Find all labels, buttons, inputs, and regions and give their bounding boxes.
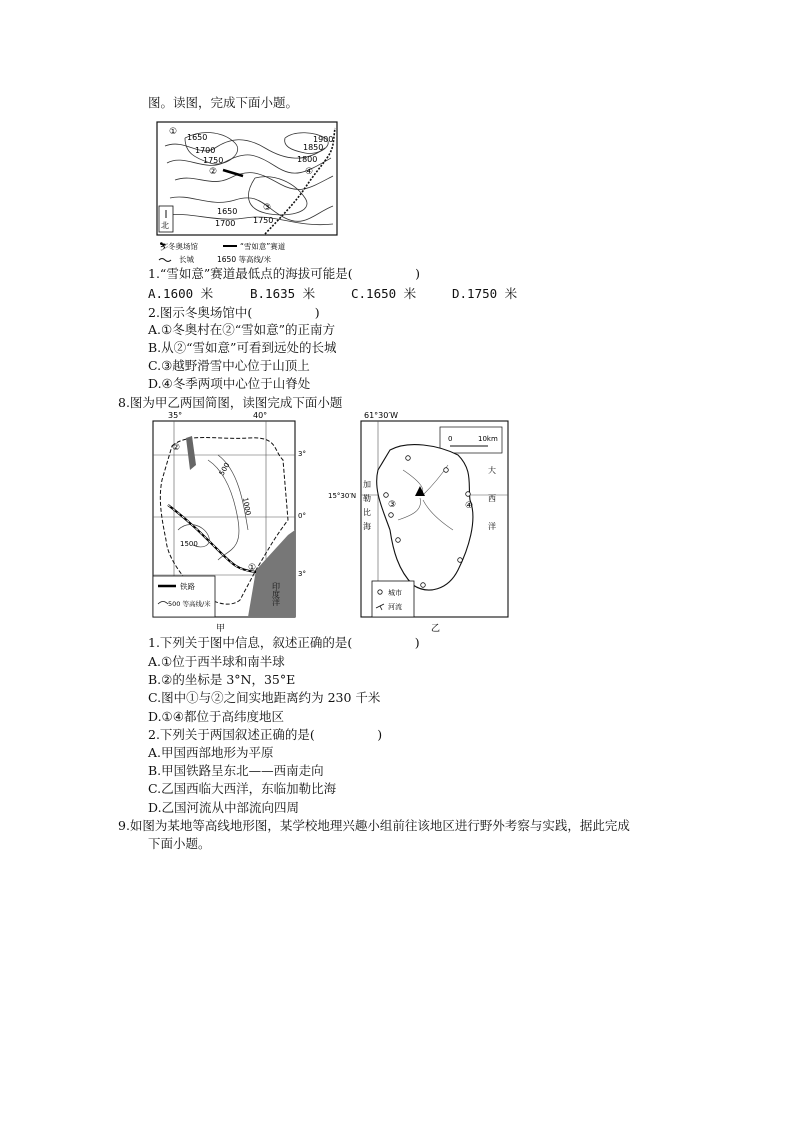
option-d[interactable]: D.乙国河流从中部流向四周 [148, 800, 300, 815]
contour-label: 1700 [215, 219, 236, 228]
lon-label: 40° [253, 411, 268, 420]
option-c[interactable]: C.图中①与②之间实地距离约为 230 千米 [148, 690, 381, 705]
contour-label: 1650 [217, 207, 238, 216]
venue-marker-3: ③ [263, 203, 272, 213]
option-a[interactable]: A.①位于西半球和南半球 [148, 654, 285, 669]
contour-label: 1750 [203, 156, 224, 165]
q9-stem-line1: 9.如图为某地等高线地形图，某学校地理兴趣小组前往该地区进行野外考察与实践，据此完成 [118, 818, 630, 833]
option-d[interactable]: D.1750 米 [452, 286, 518, 301]
option-a[interactable]: A.甲国西部地形为平原 [148, 745, 274, 760]
scale-zero: 0 [448, 435, 453, 443]
option-b[interactable]: B.②的坐标是 3°N，35°E [148, 672, 296, 687]
marker-2: ② [172, 443, 181, 453]
map-caption: 甲 [216, 624, 226, 634]
q7-sub1-stem: 1.“雪如意”赛道最低点的海拔可能是( ) [148, 266, 420, 281]
north-label: 北 [161, 221, 169, 230]
option-b[interactable]: B.1635 米 [250, 286, 316, 301]
map-caption: 乙 [431, 624, 441, 634]
legend-venue-icon: ⛷ [159, 242, 170, 251]
contour-label: 500 [217, 461, 232, 477]
lon-label: 35° [168, 411, 183, 420]
q8-map-yi [328, 410, 513, 635]
lat-label: 3° [298, 450, 306, 458]
contour-label: 1500 [180, 540, 198, 548]
ocean-label: 印度洋 [271, 582, 281, 606]
scale-label: 10km [478, 435, 498, 443]
option-d[interactable]: D.①④都位于高纬度地区 [148, 709, 284, 724]
q8-sub1-stem: 1.下列关于图中信息，叙述正确的是( ) [148, 635, 420, 650]
contour-label: 1850 [303, 143, 324, 152]
legend-track: “雪如意”赛道 [240, 242, 286, 251]
legend-contour: 500 等高线/米 [168, 600, 211, 608]
option-c[interactable]: C.1650 米 [351, 286, 417, 301]
option-c[interactable]: C.③越野滑雪中心位于山顶上 [148, 358, 310, 373]
venue-marker-4: ④ [305, 167, 314, 177]
option-b[interactable]: B.甲国铁路呈东北——西南走向 [148, 763, 324, 778]
legend-river: 河流 [388, 603, 402, 611]
option-a[interactable]: A.①冬奥村在②“雪如意”的正南方 [148, 322, 335, 337]
marker-1: ① [248, 563, 257, 573]
option-c[interactable]: C.乙国西临大西洋，东临加勒比海 [148, 781, 337, 796]
lat-label: 0° [298, 512, 306, 520]
venue-marker-1: ① [169, 127, 178, 137]
contour-label: 1750 [253, 216, 274, 225]
legend-rail: 铁路 [180, 582, 195, 591]
lat-label: 15°30′N [328, 492, 357, 500]
q8-sub2-stem: 2.下列关于两国叙述正确的是( ) [148, 727, 383, 742]
option-a[interactable]: A.1600 米 [148, 286, 214, 301]
west-sea-label: 加勒比海 [362, 480, 372, 536]
q7-intro: 图。读图，完成下面小题。 [148, 95, 299, 110]
marker-3: ③ [388, 500, 397, 510]
contour-label: 1700 [195, 146, 216, 155]
q7-sub1-options [148, 286, 517, 302]
venue-marker-2: ② [209, 167, 218, 177]
legend-contour: 1650 等高线/米 [217, 255, 271, 264]
east-sea-label: 大西洋 [487, 466, 497, 550]
contour-label: 1650 [187, 133, 208, 142]
lat-label: 3° [298, 570, 306, 578]
q9-stem-line2: 下面小题。 [148, 836, 211, 851]
lon-label: 61°30′W [364, 411, 399, 420]
q8-title: 8.图为甲乙两国简图，读图完成下面小题 [118, 395, 343, 410]
q8-map-jia [148, 410, 308, 635]
marker-4: ④ [465, 501, 474, 511]
legend-venue: 冬奥场馆 [168, 242, 198, 251]
q7-contour-map [155, 118, 340, 268]
legend-wall: 长城 [179, 255, 194, 264]
q7-sub2-stem: 2.图示冬奥场馆中( ) [148, 305, 320, 320]
legend-city: 城市 [388, 589, 402, 597]
contour-label: 1900 [313, 135, 334, 144]
contour-label: 1800 [297, 155, 318, 164]
option-b[interactable]: B.从②“雪如意”可看到远处的长城 [148, 340, 337, 355]
contour-label: 1000 [241, 496, 253, 516]
option-d[interactable]: D.④冬季两项中心位于山脊处 [148, 376, 311, 391]
